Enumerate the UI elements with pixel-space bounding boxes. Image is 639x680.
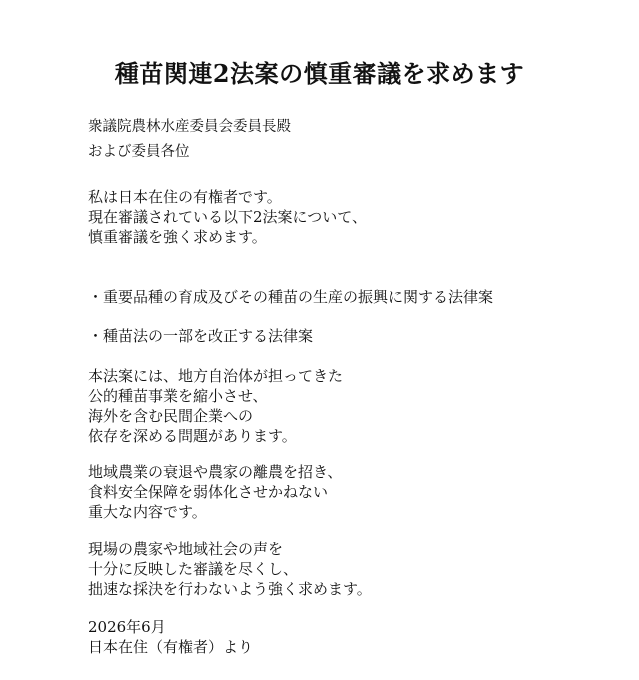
impact-paragraph bbox=[88, 462, 342, 522]
text-line: 私は日本在住の有権者です。 bbox=[88, 188, 282, 206]
text-line: 十分に反映した審議を尽くし、 bbox=[88, 560, 299, 578]
request-paragraph bbox=[88, 539, 372, 599]
intro-paragraph bbox=[88, 187, 367, 247]
text-line: 本法案には、地方自治体が担ってきた bbox=[88, 367, 344, 385]
concern-paragraph bbox=[88, 366, 343, 446]
document-title: 種苗関連2法案の慎重審議を求めます bbox=[114, 59, 525, 88]
date-line: 2026年6月 bbox=[88, 618, 166, 636]
text-line: 食料安全保障を弱体化させかねない bbox=[88, 483, 329, 501]
text-line: 地域農業の衰退や農家の離農を招き、 bbox=[88, 463, 343, 481]
bill-title: ・重要品種の育成及びその種苗の生産の振興に関する法律案 bbox=[88, 288, 494, 306]
signature-line: 日本在住（有権者）より bbox=[88, 638, 254, 656]
text-line: 現場の農家や地域社会の声を bbox=[88, 540, 284, 558]
text-line: 海外を含む民間企業への bbox=[88, 407, 254, 425]
text-line: 重大な内容です。 bbox=[88, 503, 207, 521]
text-line: 公的種苗事業を縮小させ、 bbox=[88, 387, 268, 405]
closing-block bbox=[88, 617, 253, 657]
bill-title: ・種苗法の一部を改正する法律案 bbox=[88, 327, 314, 345]
text-line: 現在審議されている以下2法案について、 bbox=[88, 208, 367, 226]
text-line: 依存を深める問題があります。 bbox=[88, 427, 297, 445]
bill-item bbox=[88, 326, 313, 346]
addressee-line: および委員各位 bbox=[88, 144, 190, 160]
addressee-line: 衆議院農林水産委員会委員長殿 bbox=[88, 119, 291, 135]
text-line: 慎重審議を強く求めます。 bbox=[88, 228, 267, 246]
addressee-block bbox=[88, 115, 291, 165]
bill-item bbox=[88, 287, 493, 307]
text-line: 拙速な採決を行わないよう強く求めます。 bbox=[88, 580, 372, 598]
